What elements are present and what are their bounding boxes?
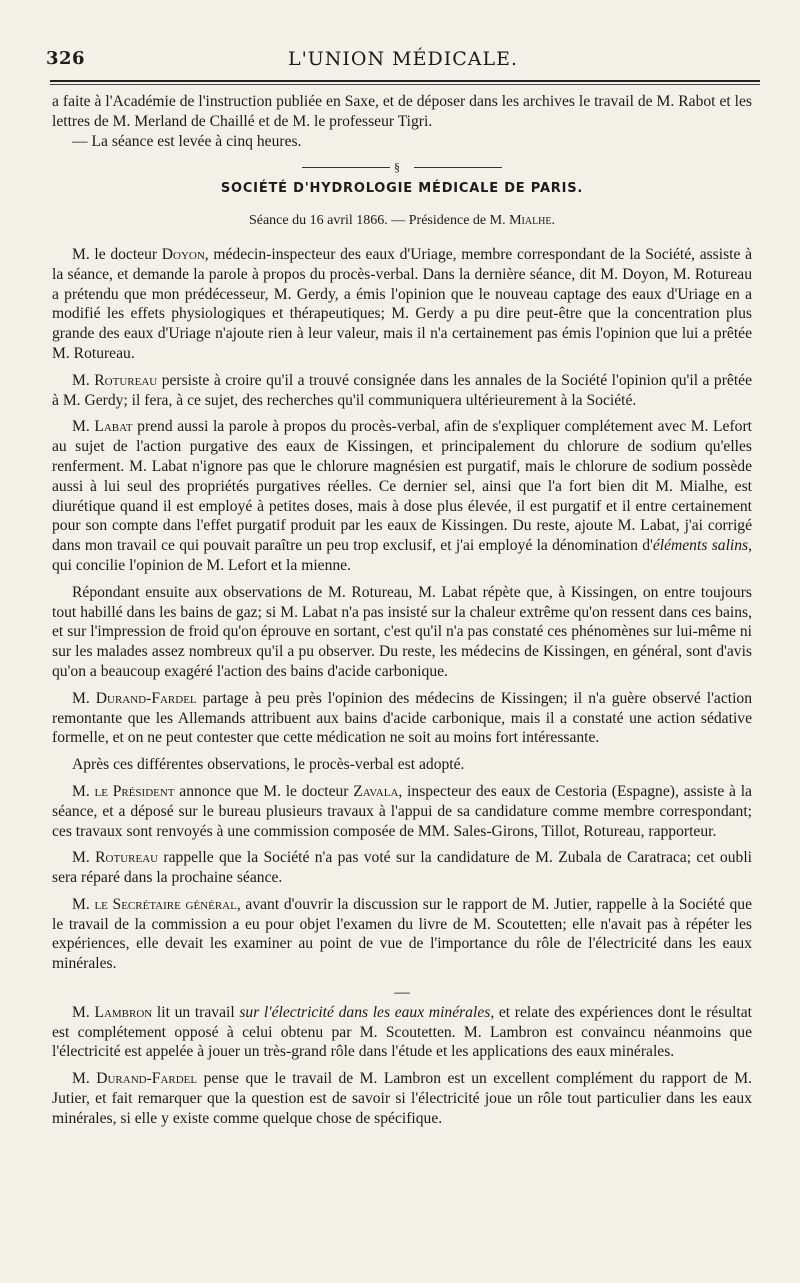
paragraph-sc: le Secrétaire général <box>94 895 237 913</box>
minutes-paragraph <box>52 755 752 775</box>
header-rule <box>50 80 760 82</box>
paragraph-text: Après ces différentes observations, le procès-verbal est adopté. <box>72 756 465 774</box>
minutes-paragraphs-continued <box>52 1003 752 1136</box>
paragraph-text: persiste à croire qu'il a trouvé consignée dans les annales de la Société l'opinion qu'il a prêtée à M. Gerdy; il fera, à ce sujet, des recherches qu'il communiquera ultérieurement à la Société. <box>52 371 753 409</box>
paragraph-sc: Durand-Fardel <box>95 689 197 707</box>
minutes-paragraph <box>52 848 752 888</box>
minutes-paragraph <box>52 417 752 575</box>
paragraph-name: M. <box>72 849 96 867</box>
running-header <box>46 48 760 74</box>
paragraph-sc: Labat <box>94 418 133 436</box>
paragraph-text2: , inspecteur des eaux de Cestoria (Espagne), assiste à la séance, et a déposé sur le bureau plusieurs travaux à l'appui de sa candidature comme membre correspondant; ces travaux sont renvoyés à une commission composée de MM. Sales-Girons, Tillot, Rotureau, rapporteur. <box>52 782 752 840</box>
header-rule-thin <box>50 84 760 85</box>
paragraph-gap <box>52 841 752 848</box>
paragraph-gap <box>52 888 752 895</box>
paragraph-gap <box>52 748 752 755</box>
separator-dash: — <box>394 984 410 1002</box>
paragraph-gap <box>52 974 752 981</box>
paragraph-italic: sur l'électricité dans les eaux minérales <box>239 1003 491 1021</box>
paragraph-sc: Durand-Fardel <box>96 1070 198 1088</box>
paragraph-sc2: Zavala <box>353 782 399 800</box>
paragraph-name: M. <box>72 418 95 436</box>
session-president: M. Mialhe. <box>489 213 556 229</box>
section-title: SOCIÉTÉ D'HYDROLOGIE MÉDICALE DE PARIS. <box>220 181 584 197</box>
paragraph-text: Répondant ensuite aux observations de M. Rotureau, M. Labat répète que, à Kissingen, on entre toujours tout habillé dans les bains de gaz; si M. Labat n'a pas insisté sur la chaleur extrême qu'on ressent dans ces bains, et sur l'impression de froid qu'on éprouve en sortant, c'est qu'il n'a pas constaté ces phénomènes sur lui-même ni sur les malades assez nombreux qu'il a pu observer. Du reste, les médecins de Kissingen, en général, sont d'avis qu'on a beaucoup exagéré l'action des bains d'acide carbonique. <box>52 583 752 680</box>
paragraph-sc: le Président <box>94 782 175 800</box>
body-text <box>52 92 752 1136</box>
paragraph-text: annonce que M. le docteur <box>174 782 354 800</box>
minutes-paragraph <box>52 583 752 682</box>
paragraph-text2: , qui concilie l'opinion de M. Lefort et la mienne. <box>52 537 753 574</box>
journal-title: L'UNION MÉDICALE. <box>287 48 519 70</box>
paragraph-gap <box>52 682 752 689</box>
paragraph-name: M. <box>72 371 95 389</box>
paragraph-text: partage à peu près l'opinion des médecins de Kissingen; il n'a guère observé l'action remontante que les Allemands attribuent aux bains d'acide carbonique, mais il a constaté une action sédative formelle, et on ne peut contester que cette médication ne soit au moins fort intéressante. <box>52 689 753 747</box>
paragraph-name: M. le docteur <box>72 245 162 263</box>
paragraph-text2: , et relate des expériences dont le résultat est complétement opposé à celui obtenu par M. Scoutetten. M. Lambron est convaincu néanmoins que l'électricité est appelée à jouer un très-grand rôle dans l'étude et les applications des eaux minérales. <box>52 1003 752 1061</box>
paragraph-text: , avant d'ouvrir la discussion sur le rapport de M. Jutier, rappelle à la Société que le travail de la commission a eu pour objet l'examen du livre de M. Scoutetten; elle n'avait pas à répéter les expériences, elle devait les examiner au point de vue de l'importance du rôle de l'électricité dans les eaux minérales. <box>52 895 752 973</box>
paragraph-sc: Lambron <box>94 1003 153 1021</box>
paragraph-text: prend aussi la parole à propos du procès-verbal, afin de s'expliquer complétement avec M. Lefort au sujet de l'action purgative des eaux de Kissingen, et principalement du chlorure de sodium qu'elles renferment. M. Labat n'ignore pas que le chlorure magnésien est purgatif, mais le chlorure de sodium possède aussi à lui seul des propriétés purgatives réelles. Ce dernier sel, ainsi que l'a fort bien dit M. Mialhe, est diurétique quand il est employé à petites doses, mais à dose plus élevée, il est purgatif et il entre certainement pour son compte dans l'effet purgatif produit par les eaux de Kissingen. Du reste, ajoute M. Labat, j'ai corrigé dans mon travail ce qui pouvait paraître un peu trop exclusif, et j'ai employé la dénomination d' <box>52 418 752 555</box>
paragraph-gap <box>52 1129 752 1136</box>
paragraph-italic: éléments salins <box>652 537 749 555</box>
paragraph-gap <box>52 410 752 417</box>
intro-paragraph: a faite à l'Académie de l'instruction publiée en Saxe, et de déposer dans les archives le travail de M. Rabot et les lettres de M. Merland de Chaillé et de M. le professeur Tigri. <box>52 93 752 130</box>
minutes-paragraph <box>52 689 752 748</box>
minutes-paragraph <box>52 1069 752 1128</box>
ornament-symbol: § <box>394 160 400 175</box>
paragraph-sc: Rotureau <box>95 849 159 867</box>
paragraph-name: M. <box>72 689 96 707</box>
paragraph-name: M. <box>72 782 95 800</box>
minutes-paragraph <box>52 782 752 841</box>
minutes-paragraph <box>52 371 752 411</box>
paragraph-sc: Doyon <box>161 245 205 263</box>
minutes-paragraphs <box>52 245 752 981</box>
paragraph-sc: Rotureau <box>94 371 158 389</box>
ornament-line-right <box>414 167 502 168</box>
paragraph-gap <box>52 364 752 371</box>
minutes-paragraph <box>52 895 752 974</box>
paragraph-name: M. <box>72 895 95 913</box>
paragraph-text: pense que le travail de M. Lambron est un excellent complément du rapport de M. Jutier, et fait remarquer que la question est de savoir si l'électricité joue un rôle tout particulier dans les eaux minérales, si elle y existe comme quelque chose de spécifique. <box>52 1070 752 1127</box>
paragraph-gap <box>52 775 752 782</box>
paragraph-gap <box>52 1062 752 1069</box>
minutes-paragraph <box>52 1003 752 1062</box>
page-number: 326 <box>46 48 86 69</box>
session-date: Séance du 16 avril 1866. — Présidence de <box>248 213 490 229</box>
paragraph-text: rappelle que la Société n'a pas voté sur la candidature de M. Zubala de Caratraca; cet oubli sera réparé dans la prochaine séance. <box>52 849 752 887</box>
ornament-line-left <box>302 167 390 168</box>
paragraph-name: M. <box>72 1003 95 1021</box>
section-ornament <box>302 160 502 175</box>
paragraph-text: lit un travail <box>152 1003 240 1021</box>
session-date-line <box>52 211 752 231</box>
paragraph-text: , médecin-inspecteur des eaux d'Uriage, membre correspondant de la Société, assiste à la séance, et demande la parole à propos du procès-verbal. Dans la dernière séance, dit M. Doyon, M. Rotureau a prétendu que mon prédécesseur, M. Gerdy, a émis l'opinion que le nouveau captage des eaux d'Uriage en a modifié les effets physiologiques et thérapeutiques; M. Gerdy a pu dire peut-être que la concentration plus grande des eaux d'Uriage n'ajoute rien à leur valeur, mais il n'a certainement pas émis l'opinion que lui a prêtée M. Rotureau. <box>52 245 752 362</box>
minutes-paragraph <box>52 245 752 364</box>
paragraph-name: M. <box>72 1070 97 1088</box>
paragraph-gap <box>52 576 752 583</box>
session-closed-line: — La séance est levée à cinq heures. <box>72 132 302 150</box>
